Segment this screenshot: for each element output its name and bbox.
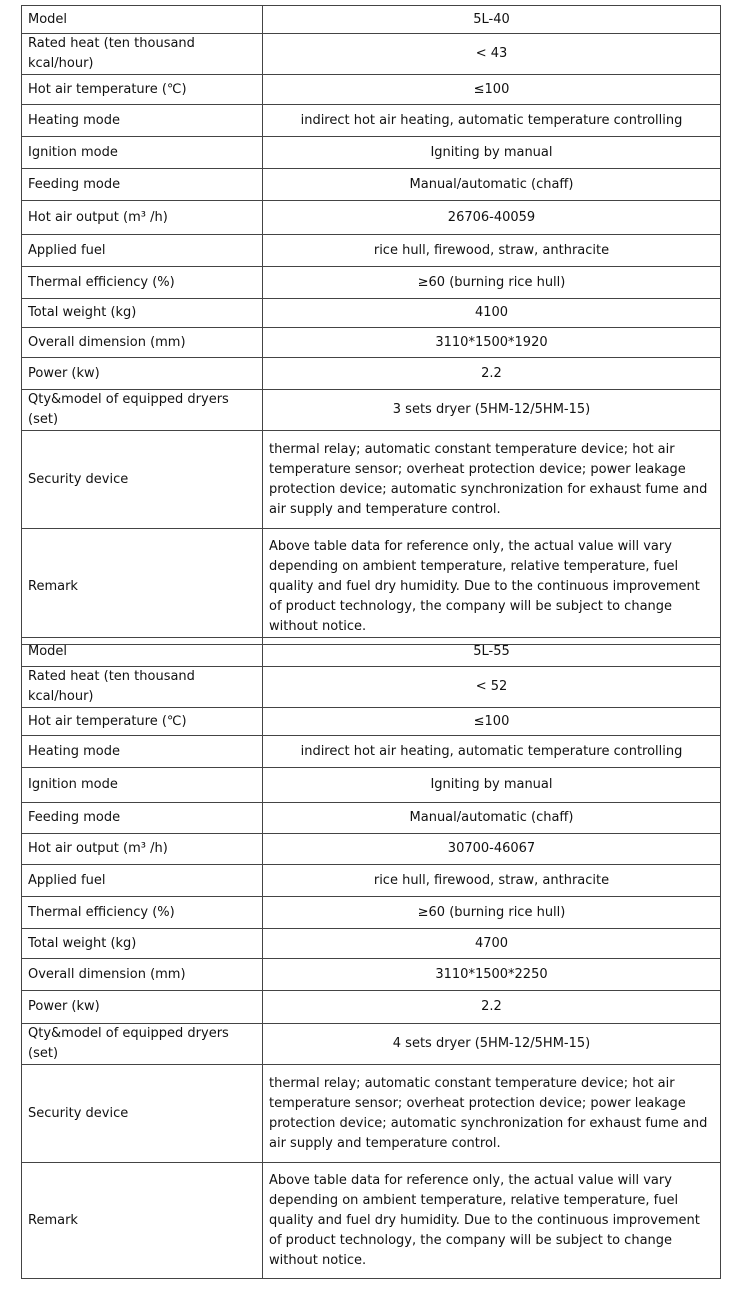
table-row: [22, 897, 721, 929]
row-value-hot-air-output: 26706-40059: [263, 201, 721, 235]
table-row: [22, 991, 721, 1024]
row-label-hot-air-output: Hot air output (m³ /h): [22, 201, 263, 235]
row-value-equipped-dryers: 3 sets dryer (5HM-12/5HM-15): [263, 390, 721, 431]
table-row: [22, 201, 721, 235]
table-row: [22, 169, 721, 201]
table-row: [22, 834, 721, 865]
row-label-total-weight: Total weight (kg): [22, 929, 263, 959]
row-value-power: 2.2: [263, 358, 721, 390]
row-value-overall-dimension: 3110*1500*1920: [263, 328, 721, 358]
row-label-remark: Remark: [22, 1163, 263, 1279]
row-label-applied-fuel: Applied fuel: [22, 865, 263, 897]
row-value-total-weight: 4700: [263, 929, 721, 959]
row-value-applied-fuel: rice hull, firewood, straw, anthracite: [263, 235, 721, 267]
table-row: [22, 865, 721, 897]
row-label-feeding-mode: Feeding mode: [22, 803, 263, 834]
row-value-hot-air-output: 30700-46067: [263, 834, 721, 865]
row-label-applied-fuel: Applied fuel: [22, 235, 263, 267]
table-row: [22, 1024, 721, 1065]
row-label-ignition-mode: Ignition mode: [22, 768, 263, 803]
table-row: [22, 34, 721, 75]
row-value-ignition-mode: Igniting by manual: [263, 137, 721, 169]
table-row: [22, 390, 721, 431]
row-value-feeding-mode: Manual/automatic (chaff): [263, 169, 721, 201]
row-value-thermal-efficiency: ≥60 (burning rice hull): [263, 897, 721, 929]
row-label-model: Model: [22, 638, 263, 667]
row-value-model: 5L-55: [263, 638, 721, 667]
row-value-thermal-efficiency: ≥60 (burning rice hull): [263, 267, 721, 299]
row-value-power: 2.2: [263, 991, 721, 1024]
row-label-power: Power (kw): [22, 991, 263, 1024]
row-value-equipped-dryers: 4 sets dryer (5HM-12/5HM-15): [263, 1024, 721, 1065]
row-value-hot-air-temperature: ≤100: [263, 75, 721, 105]
row-label-thermal-efficiency: Thermal efficiency (%): [22, 897, 263, 929]
row-label-security-device: Security device: [22, 431, 263, 529]
row-value-ignition-mode: Igniting by manual: [263, 768, 721, 803]
table-row: [22, 529, 721, 645]
row-label-model: Model: [22, 6, 263, 34]
row-label-heating-mode: Heating mode: [22, 105, 263, 137]
row-label-equipped-dryers: Qty&model of equipped dryers (set): [22, 1024, 263, 1065]
spec-table-5l-55: [21, 637, 721, 1279]
row-value-total-weight: 4100: [263, 299, 721, 328]
row-label-power: Power (kw): [22, 358, 263, 390]
table-row: [22, 667, 721, 708]
table-row: [22, 137, 721, 169]
table-row: [22, 929, 721, 959]
row-value-rated-heat: < 52: [263, 667, 721, 708]
spec-table-5l-40: [21, 5, 721, 645]
row-label-remark: Remark: [22, 529, 263, 645]
table-row: [22, 75, 721, 105]
row-label-hot-air-temperature: Hot air temperature (℃): [22, 75, 263, 105]
row-value-heating-mode: indirect hot air heating, automatic temperature controlling: [263, 736, 721, 768]
row-value-heating-mode: indirect hot air heating, automatic temperature controlling: [263, 105, 721, 137]
table-row: [22, 431, 721, 529]
row-value-rated-heat: < 43: [263, 34, 721, 75]
table-row: [22, 736, 721, 768]
row-label-ignition-mode: Ignition mode: [22, 137, 263, 169]
row-value-remark: Above table data for reference only, the actual value will vary depending on ambient temperature, relative temperature, fuel quality and fuel dry humidity. Due to the continuous improvement of product technology, the company will be subject to change without notice.: [263, 529, 721, 645]
table-row: [22, 1065, 721, 1163]
table-row: [22, 1163, 721, 1279]
table-row: [22, 328, 721, 358]
row-value-model: 5L-40: [263, 6, 721, 34]
row-label-feeding-mode: Feeding mode: [22, 169, 263, 201]
table-row: [22, 959, 721, 991]
row-value-overall-dimension: 3110*1500*2250: [263, 959, 721, 991]
row-label-overall-dimension: Overall dimension (mm): [22, 959, 263, 991]
row-value-remark: Above table data for reference only, the actual value will vary depending on ambient temperature, relative temperature, fuel quality and fuel dry humidity. Due to the continuous improvement of product technology, the company will be subject to change without notice.: [263, 1163, 721, 1279]
row-label-overall-dimension: Overall dimension (mm): [22, 328, 263, 358]
table-row: [22, 6, 721, 34]
row-value-feeding-mode: Manual/automatic (chaff): [263, 803, 721, 834]
row-label-hot-air-temperature: Hot air temperature (℃): [22, 708, 263, 736]
row-value-hot-air-temperature: ≤100: [263, 708, 721, 736]
table-row: [22, 105, 721, 137]
table-row: [22, 768, 721, 803]
row-label-hot-air-output: Hot air output (m³ /h): [22, 834, 263, 865]
table-row: [22, 803, 721, 834]
row-label-total-weight: Total weight (kg): [22, 299, 263, 328]
row-label-equipped-dryers: Qty&model of equipped dryers (set): [22, 390, 263, 431]
row-label-rated-heat: Rated heat (ten thousand kcal/hour): [22, 667, 263, 708]
table-row: [22, 267, 721, 299]
row-value-security-device: thermal relay; automatic constant temperature device; hot air temperature sensor; overheat protection device; power leakage protection device; automatic synchronization for exhaust fume and air supply and temperature control.: [263, 1065, 721, 1163]
table-row: [22, 708, 721, 736]
table-row: [22, 235, 721, 267]
row-label-heating-mode: Heating mode: [22, 736, 263, 768]
table-row: [22, 358, 721, 390]
row-label-rated-heat: Rated heat (ten thousand kcal/hour): [22, 34, 263, 75]
table-row: [22, 299, 721, 328]
row-value-applied-fuel: rice hull, firewood, straw, anthracite: [263, 865, 721, 897]
row-label-security-device: Security device: [22, 1065, 263, 1163]
row-value-security-device: thermal relay; automatic constant temperature device; hot air temperature sensor; overheat protection device; power leakage protection device; automatic synchronization for exhaust fume and air supply and temperature control.: [263, 431, 721, 529]
row-label-thermal-efficiency: Thermal efficiency (%): [22, 267, 263, 299]
table-row: [22, 638, 721, 667]
